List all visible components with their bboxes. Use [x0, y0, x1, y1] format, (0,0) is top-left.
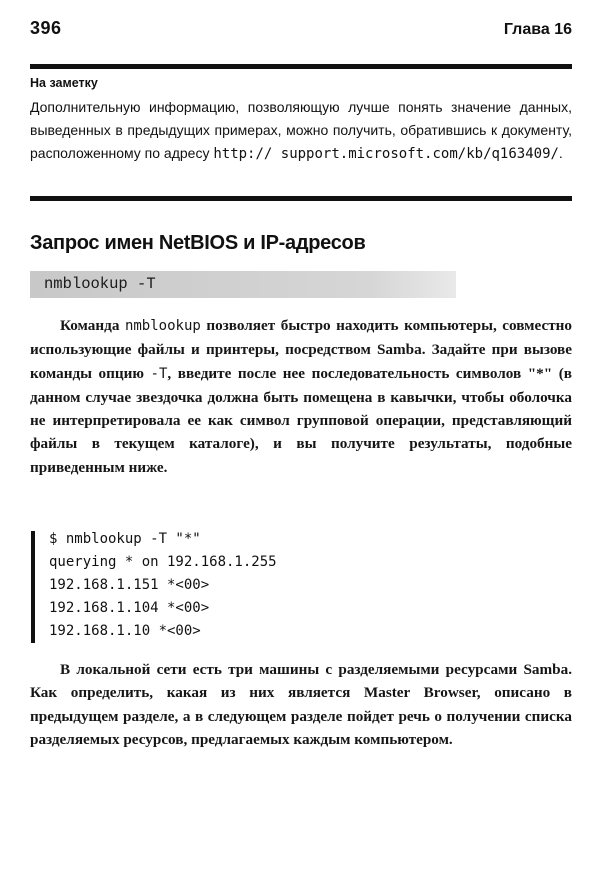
chapter-label: Глава 16 [503, 21, 572, 38]
code-line: $ nmblookup -T "*" [49, 531, 201, 547]
paragraph-text-1: Команда [60, 317, 125, 334]
note-text: Дополнительную информацию, позволяющую лучше понять значение данных, выведенных в предыдущих примерах, можно получить, обратившись к документу, расположенному по адресу [30, 99, 572, 161]
note-bottom-rule [30, 196, 572, 201]
note-body [30, 96, 572, 166]
paragraph-nmblookup [30, 314, 572, 479]
inline-option: -T [150, 365, 168, 382]
inline-command: nmblookup [124, 318, 201, 334]
code-listing [49, 528, 277, 643]
code-listing-bar [31, 531, 35, 643]
paragraph-text-2: позволяет быстро находить компьютеры, совместно использующие файлы и принтеры, посредством Samba. Задайте при вызове команды опцию [30, 317, 573, 382]
note-url: http:// support.microsoft.com/kb/q163409/ [213, 146, 559, 162]
running-header [30, 18, 572, 44]
note-top-rule [30, 64, 572, 69]
code-line: 192.168.1.151 *<00> [49, 577, 210, 593]
command-bar: nmblookup -T [30, 271, 456, 298]
code-line: 192.168.1.104 *<00> [49, 600, 210, 616]
paragraph-samba-hosts: В локальной сети есть три машины с разделяемыми ресурсами Samba. Как определить, какая из них является Master Browser, описано в предыдущем разделе, а в следующем разделе пойдет речь о получении списка разделяемых ресурсов, предлагаемых каждым компьютером. [30, 661, 572, 748]
code-line: 192.168.1.10 *<00> [49, 623, 201, 639]
section-heading: Запрос имен NetBIOS и IP-адресов [30, 232, 366, 254]
code-line: querying * on 192.168.1.255 [49, 554, 277, 570]
paragraph-text-3: , введите после нее последовательность символов "*" (в данном случае звездочка должна быть помещена в кавычки, чтобы оболочка не интерпретировала ее как символ групповой операции, представляющий файлы в текущем каталоге), и вы получите результаты, подобные приведенным ниже. [30, 364, 572, 476]
note-end: . [558, 145, 563, 161]
note-title: На заметку [30, 76, 98, 90]
page-number: 396 [30, 18, 62, 38]
